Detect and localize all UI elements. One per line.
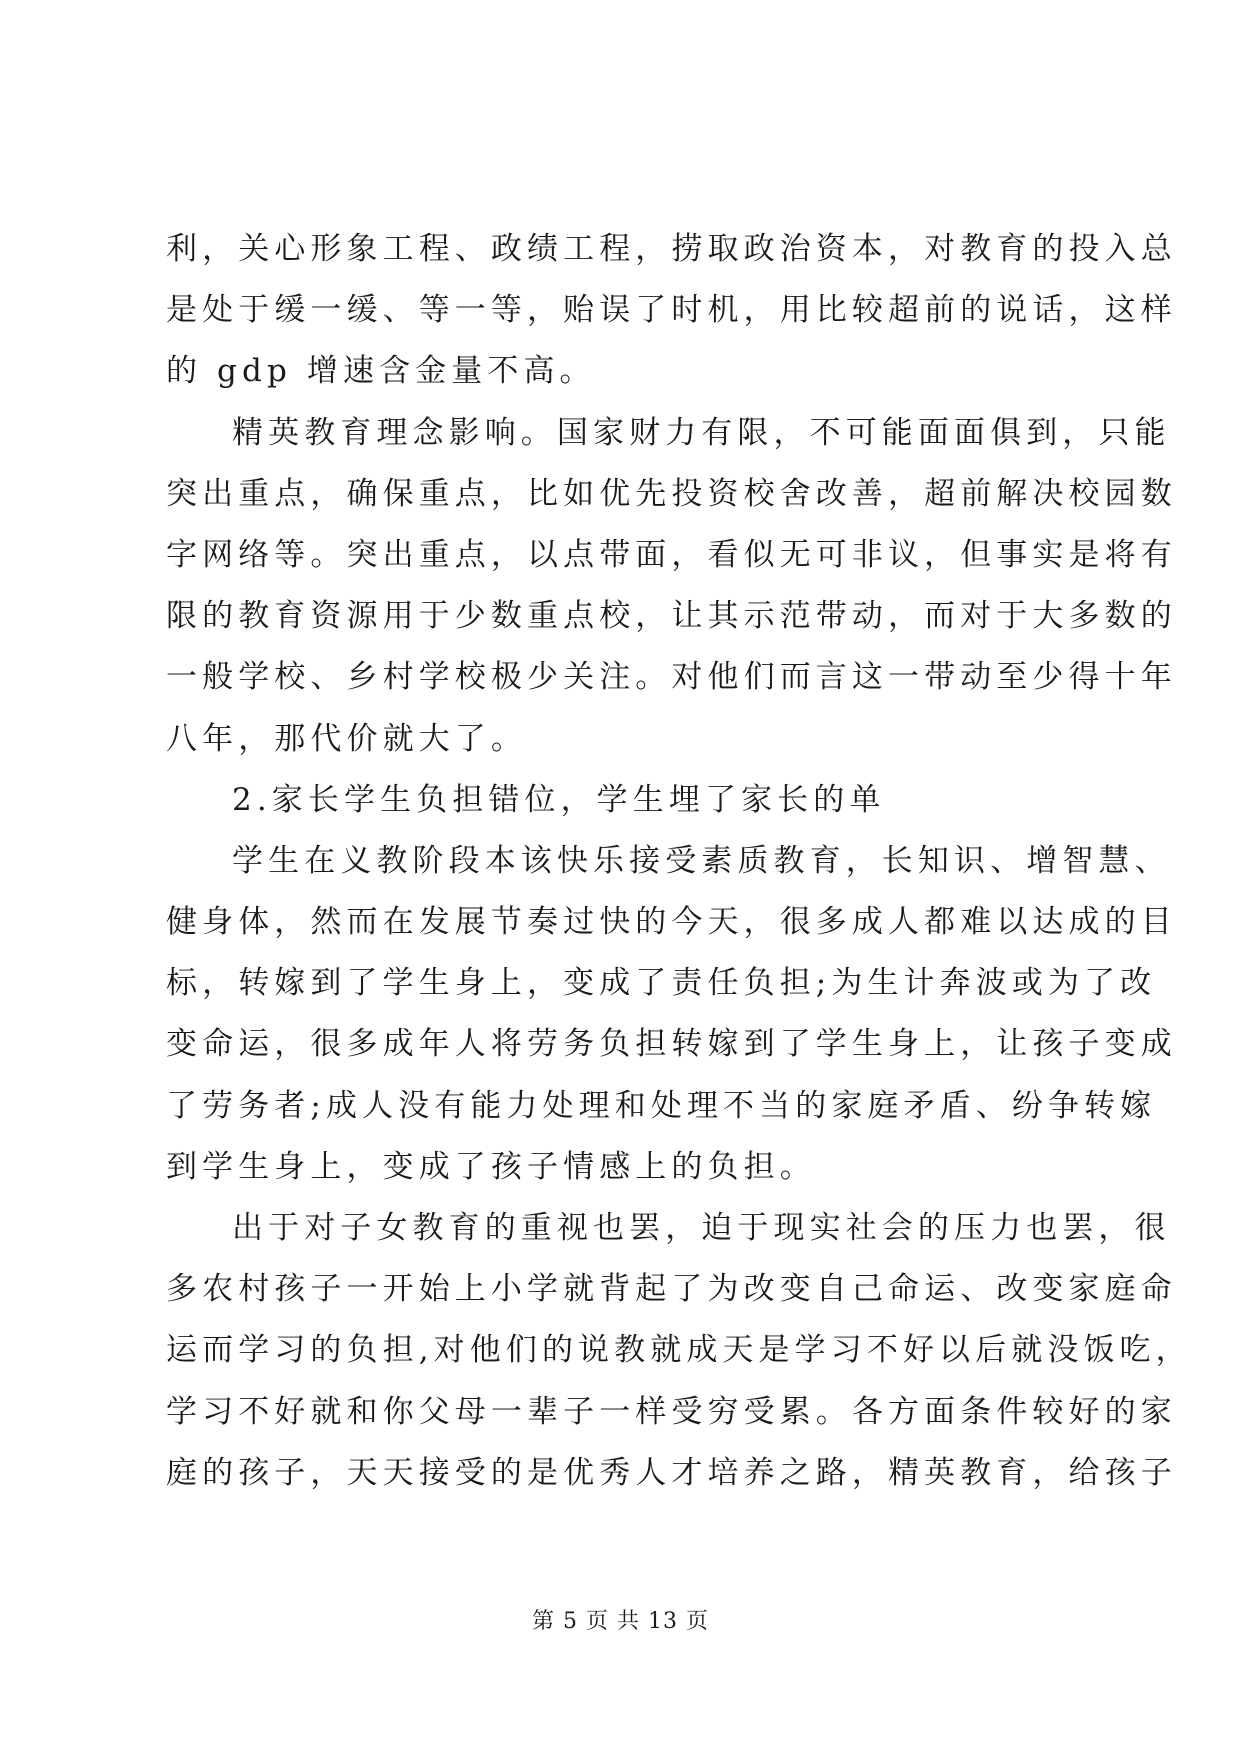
text-line: 学生在义教阶段本该快乐接受素质教育，长知识、增智慧、 — [232, 842, 1171, 879]
page-number-footer: 第 5 页 共 13 页 — [532, 1609, 709, 1634]
body-text — [166, 231, 1192, 1517]
text-line: 利，关心形象工程、政绩工程，捞取政治资本，对教育的投入总 — [166, 231, 1177, 267]
text-line: 限的教育资源用于少数重点校，让其示范带动，而对于大多数的 — [166, 598, 1177, 635]
text-line: 出于对子女教育的重视也罢，迫于现实社会的压力也罢，很 — [232, 1210, 1171, 1246]
text-line: 庭的孩子，天天接受的是优秀人才培养之路，精英教育，给孩子 — [166, 1454, 1177, 1491]
text-line: 运而学习的负担,对他们的说教就成天是学习不好以后就没饭吃， — [166, 1332, 1192, 1369]
text-line: 突出重点，确保重点，比如优先投资校舍改善，超前解决校园数 — [166, 475, 1177, 512]
text-line: 多农村孩子一开始上小学就背起了为改变自己命运、改变家庭命 — [166, 1271, 1177, 1308]
text-line: 了劳务者;成人没有能力处理和处理不当的家庭矛盾、纷争转嫁 — [166, 1087, 1157, 1124]
text-line: 字网络等。突出重点，以点带面，看似无可非议，但事实是将有 — [166, 536, 1177, 573]
text-line: 八年，那代价就大了。 — [166, 720, 527, 757]
text-line: 变命运，很多成年人将劳务负担转嫁到了学生身上，让孩子变成 — [166, 1026, 1177, 1063]
text-line: 标，转嫁到了学生身上，变成了责任负担;为生计奔波或为了改 — [166, 965, 1157, 1002]
text-line: 学习不好就和你父母一辈子一样受穷受累。各方面条件较好的家 — [166, 1393, 1177, 1430]
text-line: 健身体，然而在发展节奏过快的今天，很多成人都难以达成的目 — [166, 904, 1177, 941]
text-line: 到学生身上，变成了孩子情感上的负担。 — [166, 1148, 816, 1185]
text-line: 的 gdp 增速含金量不高。 — [166, 353, 596, 390]
text-line: 一般学校、乡村学校极少关注。对他们而言这一带动至少得十年 — [166, 659, 1177, 696]
section-heading: 2.家长学生负担错位，学生埋了家长的单 — [232, 781, 886, 818]
text-line: 是处于缓一缓、等一等，贻误了时机，用比较超前的说话，这样 — [166, 292, 1177, 329]
text-line: 精英教育理念影响。国家财力有限，不可能面面俱到，只能 — [232, 414, 1171, 451]
